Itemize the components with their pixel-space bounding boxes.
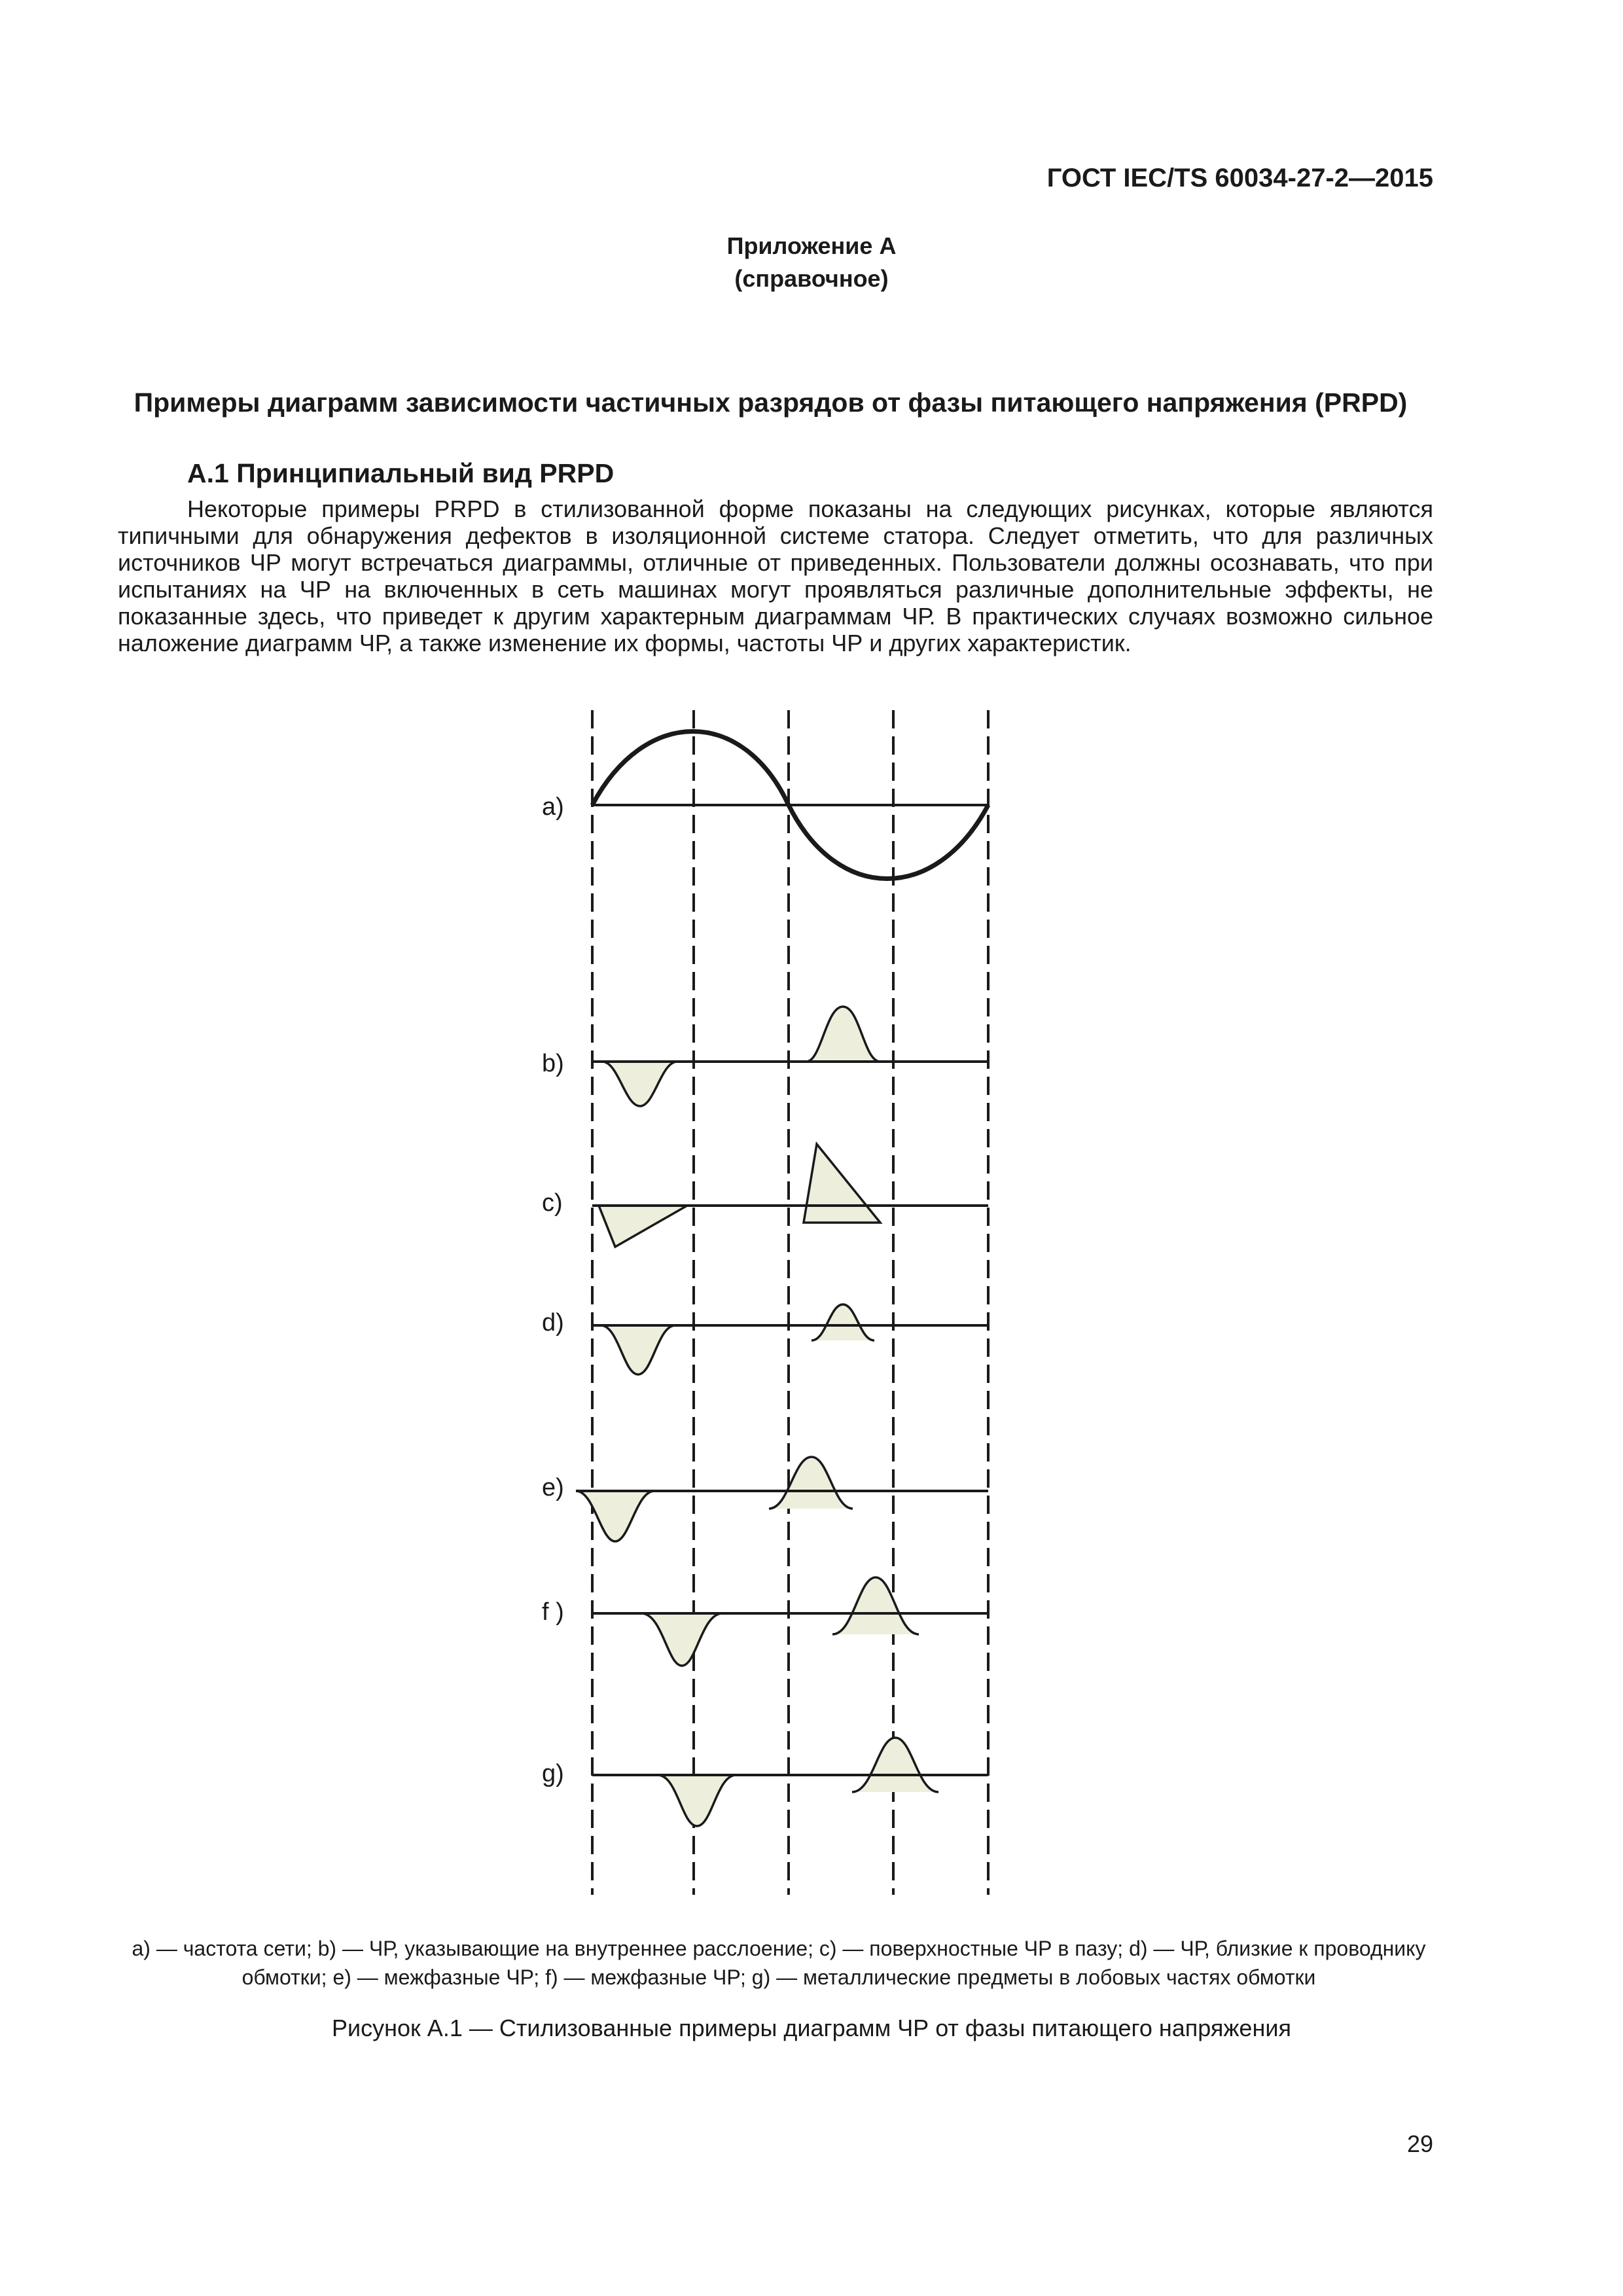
panel-label-c: c) bbox=[542, 1189, 563, 1217]
figure-legend: a) — частота сети; b) — ЧР, указывающие на внутреннее расслоение; c) — поверхностные ЧР в пазу; d) — ЧР, близкие к проводнику обмотки; e) — межфазные ЧР; f) — межфазные ЧР; g) — металлические предметы в лобовых частях обмотки bbox=[132, 1937, 1426, 1989]
panel-c bbox=[542, 1144, 988, 1247]
panel-label-d: d) bbox=[542, 1309, 564, 1336]
panel-f-neg-hump bbox=[641, 1613, 722, 1666]
panel-a bbox=[542, 732, 988, 879]
standard-code: ГОСТ IEC/TS 60034-27-2—2015 bbox=[1046, 164, 1433, 192]
figure-title: Рисунок А.1 — Стилизованные примеры диаграмм ЧР от фазы питающего напряжения bbox=[332, 2015, 1291, 2041]
panel-g-neg-hump bbox=[658, 1775, 736, 1826]
main-title: Примеры диаграмм зависимости частичных разрядов от фазы питающего напряжения (PRPD) bbox=[134, 387, 1408, 418]
panel-label-g: g) bbox=[542, 1760, 564, 1787]
annex-title: Приложение А bbox=[726, 232, 897, 259]
panel-c-pos-triangle bbox=[804, 1144, 880, 1223]
panel-label-f: f ) bbox=[542, 1598, 564, 1626]
section-title: А.1 Принципиальный вид PRPD bbox=[187, 458, 615, 488]
section-paragraph: Некоторые примеры PRPD в стилизованной форме показаны на следующих рисунках, которые являются типичными для обнаружения дефектов в изоляционной системе статора. Следует отметить, что для различных источников ЧР могут встречаться диаграммы, отличные от приведенных. Пользователи должны осознавать, что при испытаниях на ЧР на включенных в сеть машинах могут проявляться различные дополнительные эффекты, не показанные здесь, что приведет к другим характерным диаграммам ЧР. В практических случаях возможно сильное наложение диаграмм ЧР, а также изменение их формы, частоты ЧР и других характеристик. bbox=[118, 495, 1433, 656]
panel-f bbox=[542, 1577, 988, 1666]
panel-e-neg-hump bbox=[576, 1491, 654, 1541]
panel-f-pos-hump bbox=[832, 1577, 919, 1634]
panel-g-pos-hump bbox=[852, 1738, 938, 1792]
panel-label-a: a) bbox=[542, 793, 564, 821]
annex-subtitle: (справочное) bbox=[734, 265, 889, 292]
panel-b-neg-hump bbox=[602, 1062, 677, 1106]
panel-g bbox=[542, 1738, 988, 1826]
page-number: 29 bbox=[1406, 2130, 1433, 2157]
panel-d bbox=[542, 1304, 988, 1374]
panel-e-pos-hump bbox=[769, 1457, 853, 1509]
panel-e bbox=[542, 1457, 988, 1541]
panel-b bbox=[542, 1007, 988, 1106]
panel-label-b: b) bbox=[542, 1050, 564, 1077]
panel-label-e: e) bbox=[542, 1474, 564, 1501]
panel-b-pos-hump bbox=[806, 1007, 880, 1062]
panel-c-neg-triangle bbox=[599, 1206, 687, 1247]
panel-d-neg-hump bbox=[601, 1325, 675, 1374]
panel-d-pos-hump bbox=[812, 1304, 874, 1340]
